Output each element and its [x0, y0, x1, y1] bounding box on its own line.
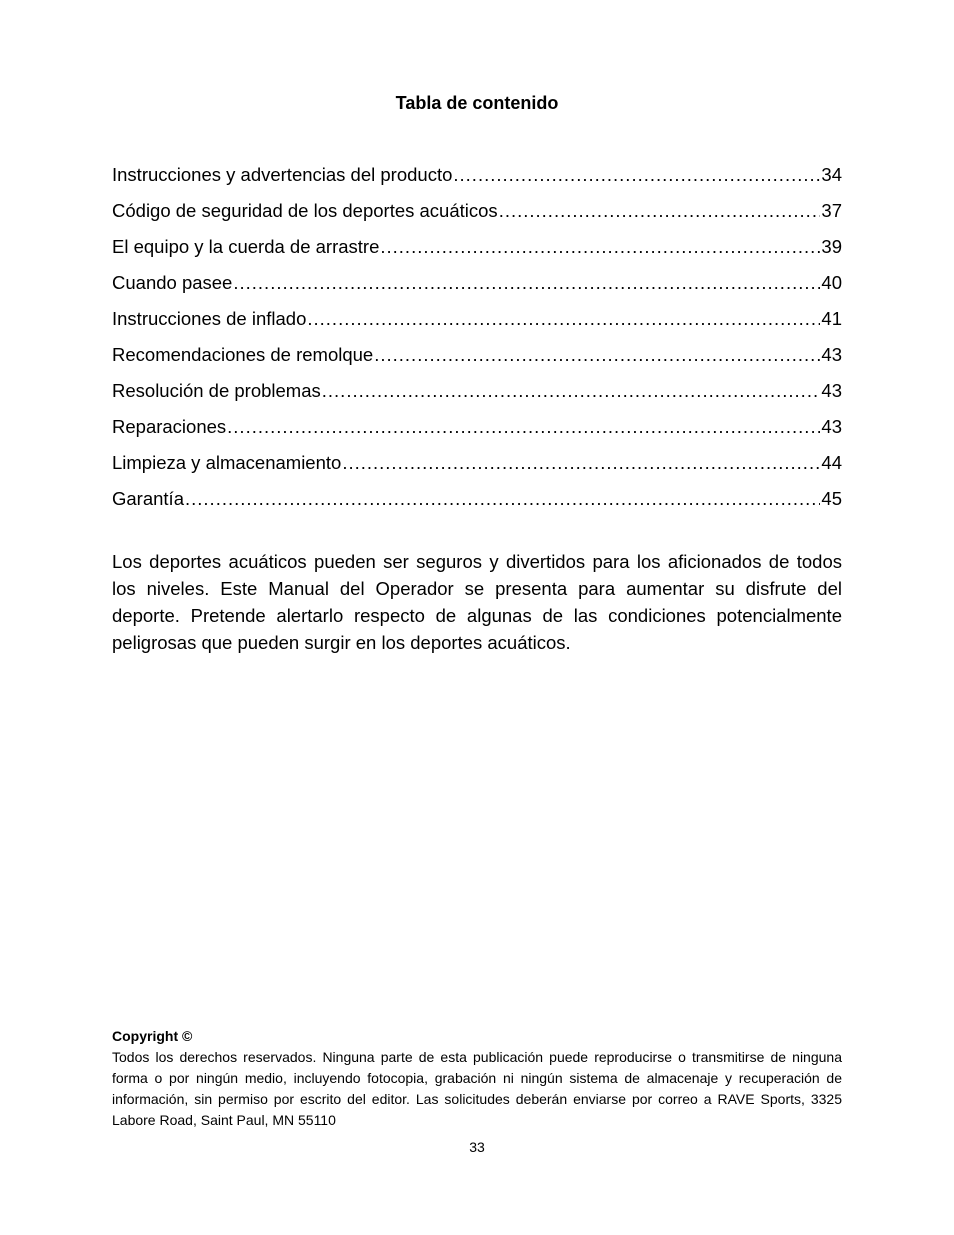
toc-entry-page: 41: [821, 308, 842, 329]
toc-entry[interactable]: [112, 304, 842, 340]
toc-entry-page: 45: [821, 488, 842, 509]
toc-entry-page: 39: [821, 236, 842, 257]
toc-entry[interactable]: [112, 484, 842, 520]
toc-entry-page: 44: [821, 452, 842, 473]
toc-entry-label: El equipo y la cuerda de arrastre: [112, 236, 380, 257]
intro-paragraph: Los deportes acuáticos pueden ser seguros y divertidos para los aficionados de todos los niveles. Este Manual del Operador se presenta para aumentar su disfrute del deporte. Pretende alertarlo respecto de algunas de las condiciones potencialmente peligrosas que pueden surgir en los deportes acuáticos.: [112, 551, 842, 653]
toc-entry-label: Reparaciones: [112, 416, 227, 437]
toc-entry[interactable]: [112, 340, 842, 376]
toc-dot-leader: [307, 304, 820, 334]
toc-list: [112, 160, 842, 520]
toc-entry-label: Recomendaciones de remolque: [112, 344, 374, 365]
toc-dot-leader: [453, 160, 820, 190]
copyright-heading: Copyright ©: [112, 1028, 193, 1044]
toc-entry-label: Limpieza y almacenamiento: [112, 452, 342, 473]
toc-dot-leader: [342, 448, 820, 478]
toc-entry-label: Código de seguridad de los deportes acuáticos: [112, 200, 498, 221]
toc-title: Tabla de contenido: [395, 93, 559, 113]
toc-dot-leader: [227, 412, 820, 442]
toc-entry[interactable]: [112, 376, 842, 412]
page-number: 33: [469, 1139, 485, 1155]
toc-dot-leader: [499, 196, 821, 226]
toc-entry-label: Cuando pasee: [112, 272, 233, 293]
toc-entry-page: 43: [821, 416, 842, 437]
toc-entry[interactable]: [112, 412, 842, 448]
toc-entry[interactable]: [112, 160, 842, 196]
toc-entry[interactable]: [112, 448, 842, 484]
toc-entry-page: 40: [821, 272, 842, 293]
toc-entry[interactable]: [112, 232, 842, 268]
toc-dot-leader: [380, 232, 820, 262]
toc-entry-page: 43: [821, 380, 842, 401]
copyright-text: Todos los derechos reservados. Ninguna parte de esta publicación puede reproducirse o transmitirse de ninguna forma o por ningún medio, incluyendo fotocopia, grabación ni ningún sistema de almacenaje y recuperación de información, sin permiso por escrito del editor. Las solicitudes deberán enviarse por correo a RAVE Sports, 3325 Labore Road, Saint Paul, MN 55110: [112, 1049, 842, 1128]
toc-dot-leader: [322, 376, 821, 406]
toc-dot-leader: [233, 268, 820, 298]
toc-dot-leader: [374, 340, 820, 370]
copyright-block: [112, 1026, 842, 1131]
toc-entry-label: Instrucciones y advertencias del producto: [112, 164, 453, 185]
toc-entry-page: 43: [821, 344, 842, 365]
toc-entry-label: Garantía: [112, 488, 184, 509]
toc-entry-label: Instrucciones de inflado: [112, 308, 307, 329]
toc-entry[interactable]: [112, 268, 842, 304]
toc-entry-page: 34: [821, 164, 842, 185]
toc-entry-page: 37: [821, 200, 842, 221]
toc-dot-leader: [185, 484, 820, 514]
toc-entry[interactable]: [112, 196, 842, 232]
toc-entry-label: Resolución de problemas: [112, 380, 321, 401]
